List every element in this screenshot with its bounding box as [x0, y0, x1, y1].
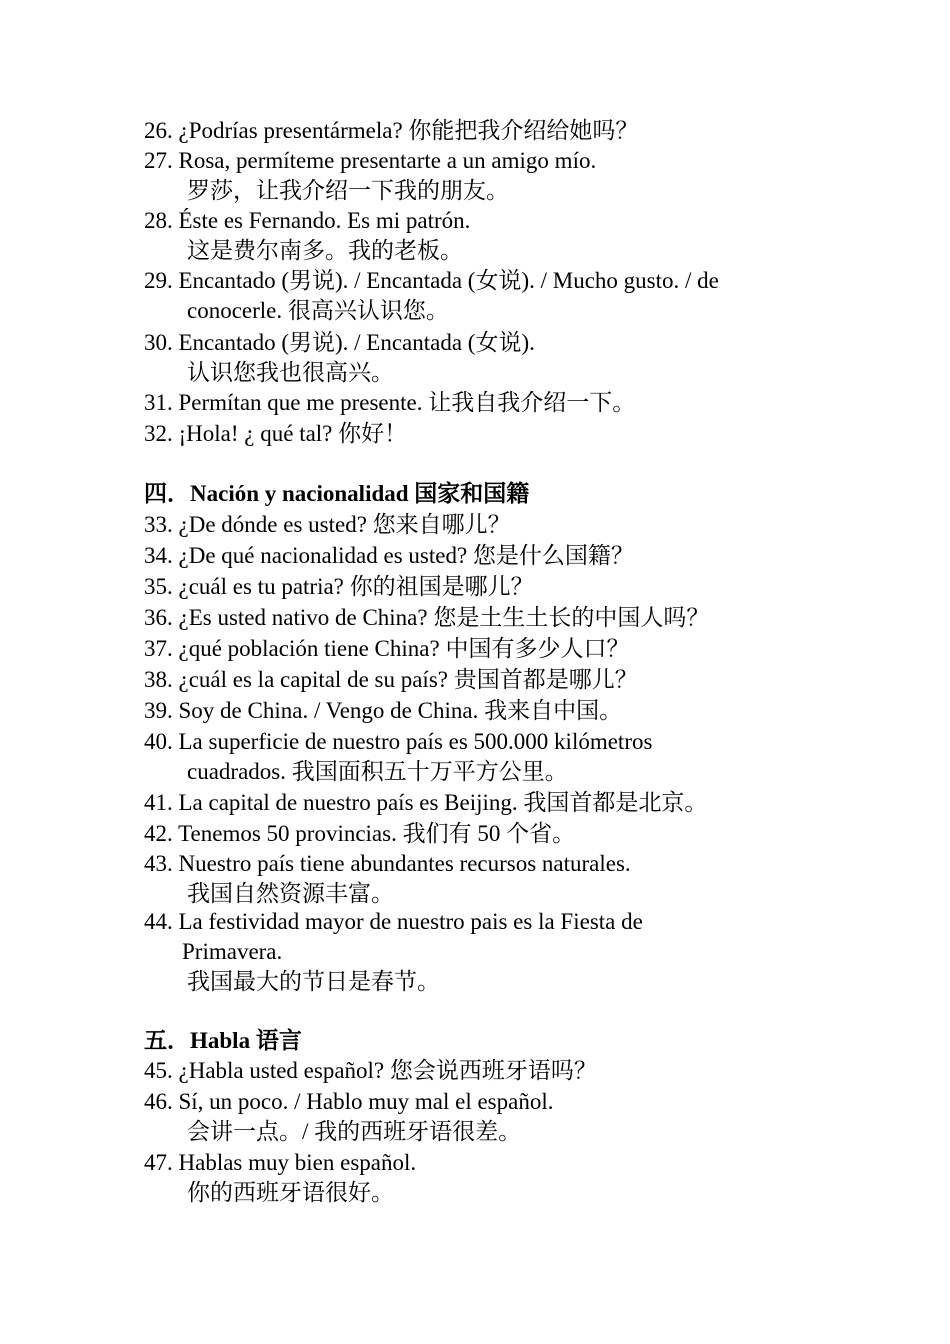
- entry-34: 34. ¿De qué nacionalidad es usted? 您是什么国籍？: [144, 543, 634, 568]
- entry-43-translation: 我国自然资源丰富。: [187, 881, 394, 906]
- entry-44-continuation: Primavera.: [182, 939, 283, 964]
- entry-32: 32. ¡Hola! ¿ qué tal? 你好！: [144, 421, 408, 446]
- entry-36: 36. ¿Es usted nativo de China? 您是土生土长的中国人吗？: [144, 605, 710, 630]
- entry-46: 46. Sí, un poco. / Hablo muy mal el español.: [144, 1089, 554, 1114]
- entry-29-continuation: conocerle. 很高兴认识您。: [187, 298, 449, 323]
- entry-40: 40. La superficie de nuestro país es 500.000 kilómetros: [144, 729, 653, 754]
- entry-26: 26. ¿Podrías presentármela? 你能把我介绍给她吗？: [144, 118, 639, 143]
- entry-46-translation: 会讲一点。/ 我的西班牙语很差。: [187, 1119, 522, 1144]
- entry-37: 37. ¿qué población tiene China? 中国有多少人口？: [144, 636, 630, 661]
- entry-43: 43. Nuestro país tiene abundantes recursos naturales.: [144, 851, 631, 876]
- entry-45: 45. ¿Habla usted español? 您会说西班牙语吗？: [144, 1058, 597, 1083]
- entry-28-translation: 这是费尔南多。我的老板。: [187, 238, 463, 263]
- entry-39: 39. Soy de China. / Vengo de China. 我来自中国。: [144, 698, 623, 723]
- entry-27: 27. Rosa, permíteme presentarte a un amigo mío.: [144, 148, 597, 173]
- entry-47-translation: 你的西班牙语很好。: [187, 1180, 394, 1205]
- section-heading-nation: 四．Nación y nacionalidad 国家和国籍: [144, 481, 530, 506]
- entry-35: 35. ¿cuál es tu patria? 你的祖国是哪儿？: [144, 574, 534, 599]
- entry-31: 31. Permítan que me presente. 让我自我介绍一下。: [144, 390, 636, 415]
- entry-30: 30. Encantado (男说). / Encantada (女说).: [144, 330, 535, 355]
- entry-40-continuation: cuadrados. 我国面积五十万平方公里。: [187, 759, 568, 784]
- entry-38: 38. ¿cuál es la capital de su país? 贵国首都是哪儿？: [144, 667, 638, 692]
- entry-33: 33. ¿De dónde es usted? 您来自哪儿？: [144, 512, 511, 537]
- section-heading-language: 五．Habla 语言: [144, 1028, 302, 1053]
- entry-44-translation: 我国最大的节日是春节。: [187, 969, 440, 994]
- entry-30-translation: 认识您我也很高兴。: [187, 360, 394, 385]
- entry-47: 47. Hablas muy bien español.: [144, 1150, 417, 1175]
- entry-41: 41. La capital de nuestro país es Beijing. 我国首都是北京。: [144, 790, 708, 815]
- entry-42: 42. Tenemos 50 provincias. 我们有 50 个省。: [144, 821, 576, 846]
- entry-44: 44. La festividad mayor de nuestro pais es la Fiesta de: [144, 909, 643, 934]
- entry-29: 29. Encantado (男说). / Encantada (女说). / Mucho gusto. / de: [144, 268, 719, 293]
- entry-28: 28. Éste es Fernando. Es mi patrón.: [144, 208, 471, 233]
- entry-27-translation: 罗莎，让我介绍一下我的朋友。: [187, 178, 509, 203]
